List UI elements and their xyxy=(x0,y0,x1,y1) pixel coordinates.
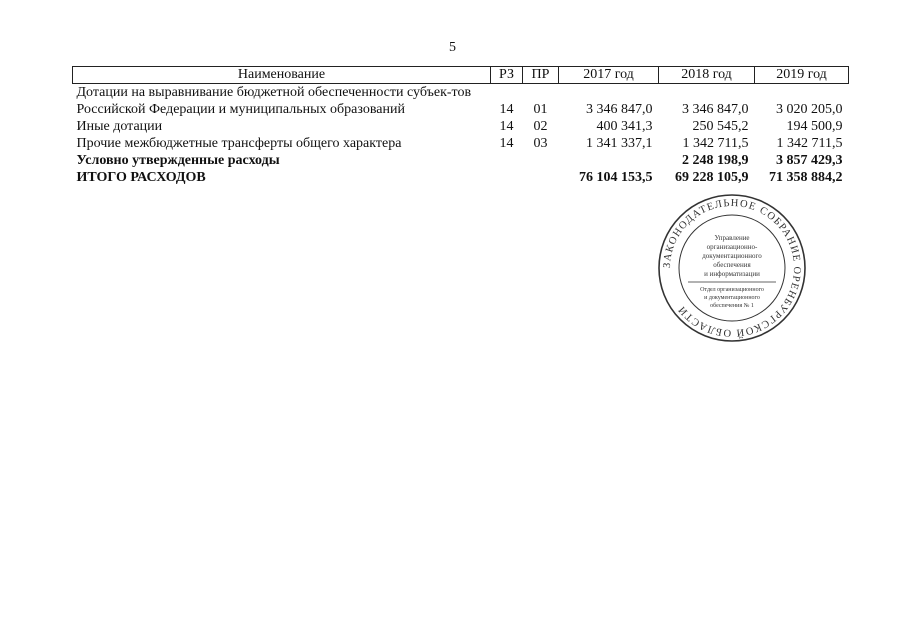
seal-dept-line: Отдел организационного xyxy=(700,287,764,293)
row-pr: 02 xyxy=(533,119,548,134)
row-name: Прочие межбюджетные трансферты общего характера xyxy=(76,136,402,151)
row-2019: 3 857 429,3 xyxy=(776,153,843,168)
row-name: Иные дотации xyxy=(76,119,163,134)
row-rz xyxy=(491,152,523,169)
table-row xyxy=(73,118,849,135)
header-name: Наименование xyxy=(73,67,491,84)
row-2017 xyxy=(559,152,659,169)
header-2018: 2018 год xyxy=(659,67,755,84)
table-row xyxy=(73,169,849,186)
row-pr: 01 xyxy=(533,102,548,117)
row-pr xyxy=(523,169,559,186)
seal-line: документационного xyxy=(702,252,762,260)
row-2018: 2 248 198,9 xyxy=(682,153,749,168)
table-header-row xyxy=(73,67,849,84)
row-2019: 194 500,9 xyxy=(786,119,843,134)
seal-line: Управление xyxy=(714,234,750,242)
row-2017: 400 341,3 xyxy=(596,119,653,134)
header-2017: 2017 год xyxy=(559,67,659,84)
row-rz xyxy=(491,169,523,186)
row-2018: 1 342 711,5 xyxy=(682,136,749,151)
row-name: ИТОГО РАСХОДОВ xyxy=(76,170,206,185)
row-pr xyxy=(523,152,559,169)
row-name: Дотации на выравнивание бюджетной обеспеченности субъек-тов Российской Федерации и муниципальных образований xyxy=(76,85,472,117)
seal-dept-line: и документационного xyxy=(704,295,760,301)
row-rz: 14 xyxy=(499,136,514,151)
row-rz: 14 xyxy=(499,102,514,117)
row-2017: 3 346 847,0 xyxy=(586,102,653,117)
seal-stamp xyxy=(656,192,808,344)
row-2017: 1 341 337,1 xyxy=(586,136,653,151)
row-name: Условно утвержденные расходы xyxy=(76,153,280,168)
seal-dept-line: обеспечения № 1 xyxy=(710,303,754,309)
row-rz: 14 xyxy=(499,119,514,134)
table-row xyxy=(73,135,849,152)
row-2019: 71 358 884,2 xyxy=(769,170,843,185)
page-number: 5 xyxy=(449,40,456,55)
row-2019: 3 020 205,0 xyxy=(776,102,843,117)
seal-outer-text: ЗАКОНОДАТЕЛЬНОЕ СОБРАНИЕ ОРЕНБУРГСКОЙ ОБЛАСТИ xyxy=(661,197,803,339)
row-2018: 69 228 105,9 xyxy=(675,170,749,185)
table-row xyxy=(73,84,849,119)
header-pr: ПР xyxy=(523,67,559,84)
table-row xyxy=(73,152,849,169)
row-2018: 250 545,2 xyxy=(692,119,749,134)
seal-line: организационно- xyxy=(706,243,758,251)
row-2018: 3 346 847,0 xyxy=(682,102,749,117)
row-pr: 03 xyxy=(533,136,548,151)
budget-table xyxy=(72,66,849,186)
seal-line: обеспечения xyxy=(713,261,751,269)
table-body xyxy=(73,84,849,187)
row-2017: 76 104 153,5 xyxy=(579,170,653,185)
row-2019: 1 342 711,5 xyxy=(776,136,843,151)
header-rz: РЗ xyxy=(491,67,523,84)
seal-line: и информатизации xyxy=(704,270,760,278)
header-2019: 2019 год xyxy=(755,67,849,84)
